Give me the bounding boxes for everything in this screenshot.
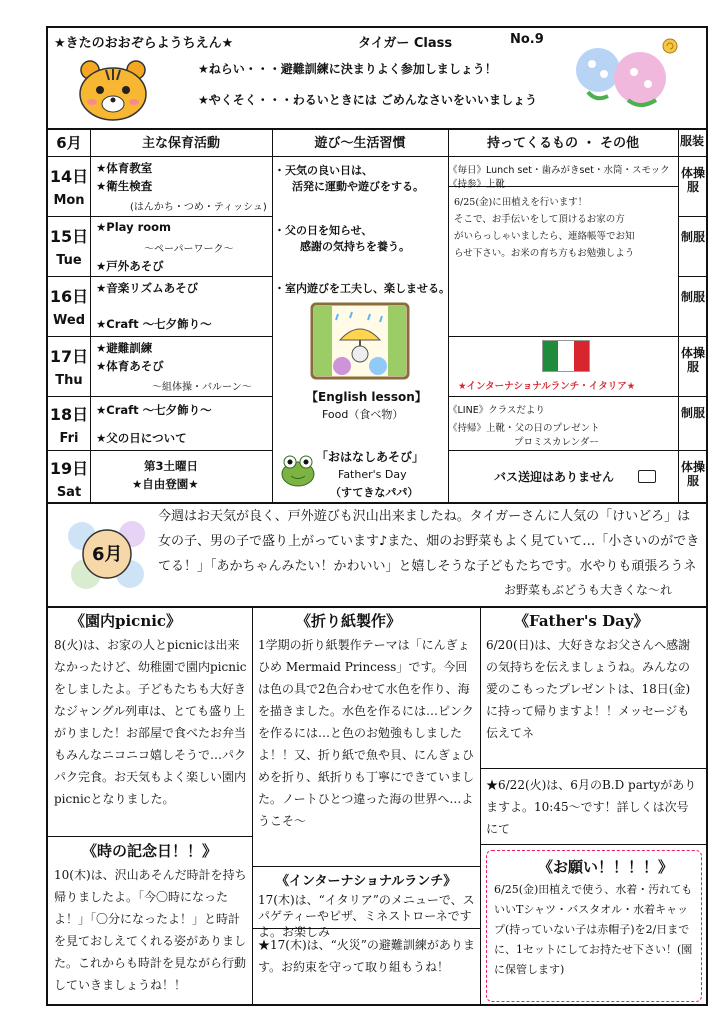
clothes-value: 制服 bbox=[680, 230, 705, 244]
weekly-schedule-table bbox=[48, 128, 706, 504]
activity-item: ★父の日について bbox=[96, 431, 187, 445]
play-item: 感謝の気持ちを養う。 bbox=[300, 240, 410, 253]
activity-item: ★Craft ～七夕飾り～ bbox=[96, 317, 212, 331]
june-badge: 6月 bbox=[92, 544, 123, 565]
activity-item: ★衛生検査 bbox=[96, 179, 153, 193]
issue-number: No.9 bbox=[510, 32, 544, 47]
origami-title: 《折り紙製作》 bbox=[296, 612, 402, 630]
day-date: 18日 Fri bbox=[49, 405, 89, 446]
story-book: Father's Day bbox=[338, 468, 407, 481]
play-header: 遊び～生活習慣 bbox=[314, 136, 406, 151]
bring-item: 《持参》上靴 bbox=[448, 179, 506, 190]
activity-item: ★体育あそび bbox=[96, 359, 164, 373]
school-name: ★きたのおおぞらようちえん★ bbox=[54, 36, 234, 51]
clothes-header: 服装 bbox=[679, 134, 704, 148]
weekly-message-tail: お野菜もぶどうも大きくな～れ bbox=[504, 583, 673, 597]
picnic-text: 8(火)は、お家の人とpicnicは出来なかったけど、幼稚園で園内picnicをしましたよ。子どもたちも大好きなジャングル列車は、とても盛り上がりました！お部屋で食べたお弁当もみんなニコニコ嬉しそうで…パクパク完食。お天気もよく楽しい園内picnicとなりました。 bbox=[54, 638, 247, 806]
day-date: 17日 Thu bbox=[49, 347, 89, 388]
bring-item: 《毎日》Lunch set・歯みがきset・水筒・スモック bbox=[448, 165, 670, 176]
activities-header: 主な保育活動 bbox=[141, 136, 220, 151]
class-name: タイガー Class bbox=[358, 36, 453, 51]
clothes-value: 制服 bbox=[680, 406, 705, 420]
tiger-illustration bbox=[76, 58, 150, 122]
fathers-day-title: 《Father's Day》 bbox=[514, 612, 649, 630]
activity-item: 第3土曜日 bbox=[144, 459, 199, 473]
day-date: 16日 Wed bbox=[49, 287, 89, 328]
clothes-value: 体操服 bbox=[680, 346, 705, 374]
english-lesson-topic: Food（食べ物） bbox=[322, 408, 404, 421]
hydrangea-illustration bbox=[568, 34, 688, 112]
frog-illustration bbox=[278, 448, 318, 488]
play-item: ・室内遊びを工夫し、楽しませる。 bbox=[274, 282, 450, 295]
origami-text: 1学期の折り紙製作テーマは「にんぎょひめ Mermaid Princess」です。今回は色の具で2色合わせて水色を作り、海を描きました。水色を作るには…ピンクを作るには…と色のお勉強もしましたよ！！又、折り紙で魚や貝、にんぎょひめを折り、紙折りも丁寧にできていました。ノートひとつ違った海の世界へ…ようこそ～ bbox=[258, 638, 475, 828]
italy-flag-icon bbox=[542, 340, 590, 372]
international-lunch-label: ★インターナショナルランチ・イタリア★ bbox=[458, 381, 636, 392]
clothes-value: 体操服 bbox=[680, 460, 705, 488]
activity-item: ★自由登園★ bbox=[132, 477, 199, 491]
clothes-value: 体操服 bbox=[680, 166, 705, 194]
international-lunch-text: 17(木)は、“イタリア”のメニューで、スパゲティーやピザ、ミネストローネですよ。お楽しみ bbox=[258, 893, 475, 939]
request-text: 6/25(金)田植えで使う、水着・汚れてもいいTシャツ・バスタオル・水着キャップ(持っていない子は赤帽子)を2/日までに、1セットにしてお持たせ下さい！(園に保管します) bbox=[494, 883, 693, 976]
bus-notice: バス送迎はありません bbox=[494, 470, 615, 484]
activity-item: ★避難訓練 bbox=[96, 341, 153, 355]
activity-item: ★Play room bbox=[96, 220, 172, 234]
bring-item: 《持帰》上靴・父の日のプレゼント bbox=[448, 423, 600, 434]
time-day-title: 《時の記念日！！》 bbox=[82, 842, 218, 860]
bring-header: 持ってくるもの ・ その他 bbox=[486, 136, 640, 151]
weekly-message-text: 今週はお天気が良く、戸外遊びも沢山出来ましたね。タイガーさんに人気の「けいどろ」は女の子、男の子で盛り上がっています♪また、畑のお野菜もよく見ていて…「小さいのができてる！」「あかちゃんみたい！かわいい」と嬉しそうな子どもたちです。水やりも頑張ろうネ bbox=[158, 509, 700, 574]
rainy-window-illustration bbox=[310, 302, 410, 380]
fire-drill-text: ★17(木)は、“火災”の避難訓練があります。お約束を守って取り組もうね！ bbox=[258, 938, 475, 974]
bring-item: プロミスカレンダー bbox=[514, 437, 599, 448]
activity-item: ★音楽リズムあそび bbox=[96, 281, 199, 295]
story-book-jp: （すてきなパパ） bbox=[330, 486, 419, 499]
activity-item: ★Craft ～七夕飾り～ bbox=[96, 403, 212, 417]
clothes-value: 制服 bbox=[680, 290, 705, 304]
month-header: 6月 bbox=[56, 134, 82, 152]
day-date: 19日 Sat bbox=[49, 459, 89, 500]
fathers-day-text: 6/20(日)は、大好きなお父さんへ感謝の気持ちを伝えましょうね。みんなの愛のこもったプレゼントは、18日(金)に持って帰りますよ！！メッセージも伝えてネ bbox=[486, 638, 691, 740]
time-day-text: 10(木)は、沢山あそんだ時計を持ち帰りましたよ。「今〇時になったよ！」「〇分になったよ！」と時計を見ておしえてくれる姿がありました。これからも時計を見ながら行動していきましょうね！！ bbox=[54, 868, 247, 992]
promise-text: ★やくそく・・・わるいときには ごめんなさいをいいましょう bbox=[198, 93, 537, 107]
english-lesson-title: 【English lesson】 bbox=[306, 390, 427, 404]
play-item: 活発に運動や遊びをする。 bbox=[292, 180, 424, 193]
activity-note: ～ペーパーワーク～ bbox=[144, 244, 234, 255]
aim-text: ★ねらい・・・避難訓練に決まりよく参加しましょう！ bbox=[198, 62, 497, 76]
picnic-title: 《園内picnic》 bbox=[70, 612, 182, 630]
day-date: 15日 Tue bbox=[49, 227, 89, 268]
activity-note: ～組体操・バルーン～ bbox=[152, 382, 252, 393]
day-date: 14日 Mon bbox=[49, 167, 89, 208]
activity-item: ★体育教室 bbox=[96, 161, 153, 175]
activity-note: (はんかち・つめ・ティッシュ) bbox=[130, 202, 267, 213]
rice-planting-note: 6/25(金)に田植えを行います！ そこで、お手伝いをして頂けるお家の方 がいらっしゃいましたら、連絡帳等でお知 らせ下さい。お米の育ち方もお勉強しよう bbox=[454, 197, 635, 259]
request-title: 《お願い！！！！》 bbox=[538, 858, 674, 876]
birthday-party-text: ★6/22(火)は、6月のB.D partyがありますよ。10:45～です！詳しくは次号にて bbox=[486, 778, 697, 836]
bus-icon bbox=[638, 470, 656, 483]
story-title: 「おはなしあそび」 bbox=[316, 450, 425, 464]
international-lunch-title: 《インターナショナルランチ》 bbox=[276, 874, 457, 889]
activity-item: ★戸外あそび bbox=[96, 259, 164, 273]
play-item: ・父の日を知らせ、 bbox=[274, 224, 373, 237]
play-item: ・天気の良い日は、 bbox=[274, 164, 373, 177]
newsletter-page bbox=[46, 26, 708, 1006]
bring-item: 《LINE》クラスだより bbox=[448, 405, 545, 416]
